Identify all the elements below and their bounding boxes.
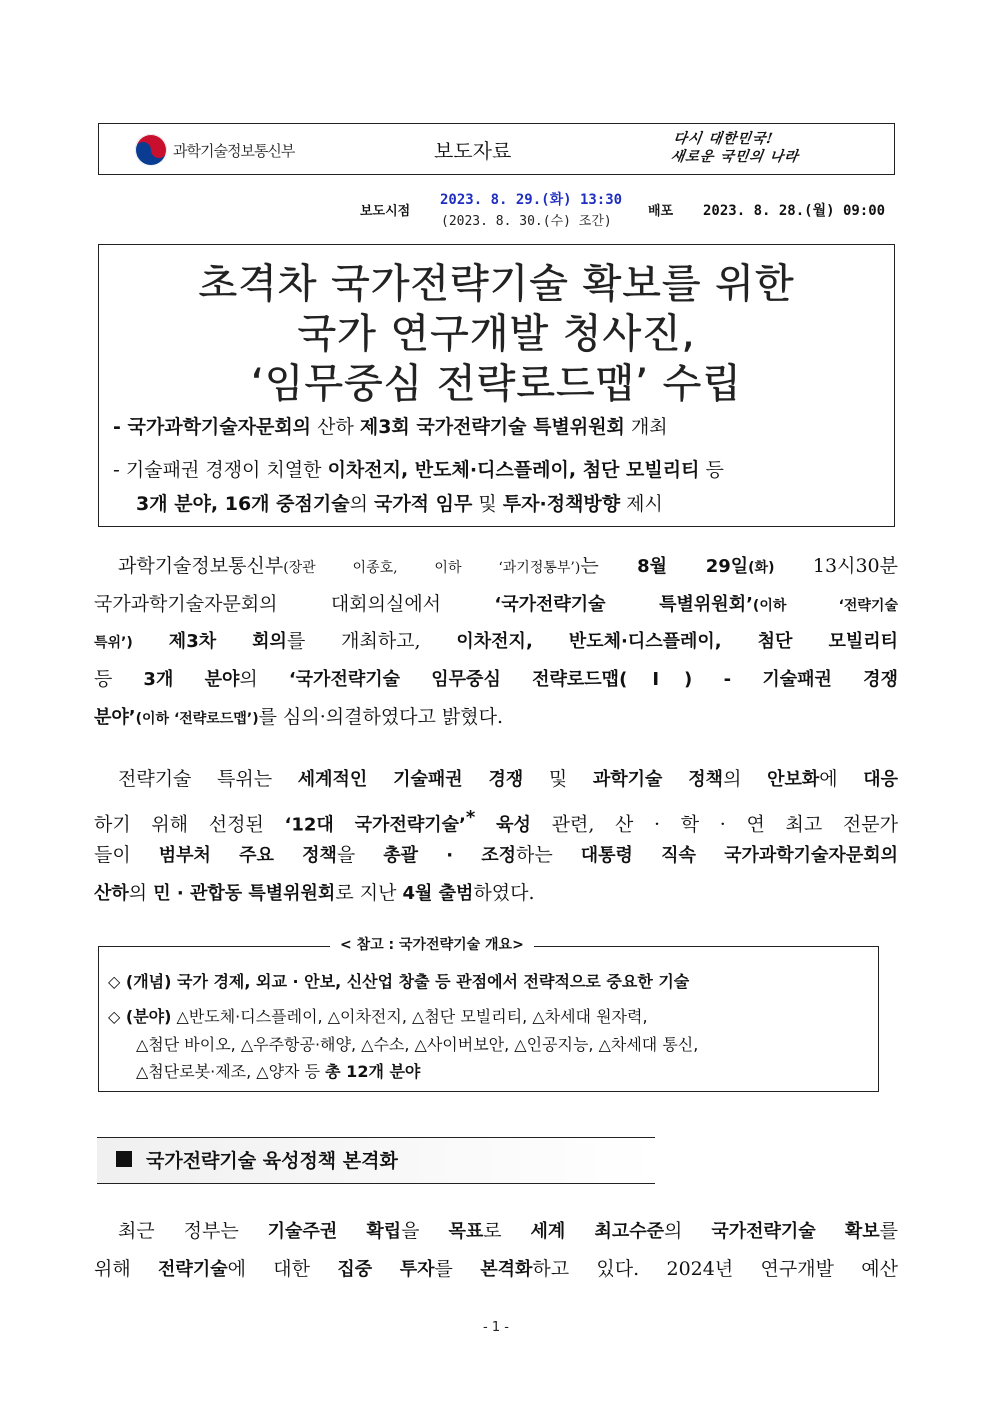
text-run: 를 개최하고, bbox=[286, 630, 457, 652]
text-run: 민 · 관합동 특별위원회 bbox=[153, 883, 336, 904]
subtitle-2-part: 이차전지, 반도체·디스플레이, 첨단 모빌리티 bbox=[327, 459, 700, 481]
section-title: 국가전략기술 육성정책 본격화 bbox=[146, 1150, 398, 1172]
release-date: 2023. 8. 29.(화) 13:30 bbox=[440, 192, 623, 208]
text-run: 전략기술 bbox=[158, 1259, 228, 1280]
paragraph-line bbox=[94, 1252, 898, 1287]
page-number: - 1 - bbox=[483, 1320, 509, 1335]
text-run: 국가과학기술자문회의 대회의실에서 bbox=[94, 593, 495, 615]
paragraph-line bbox=[94, 800, 898, 842]
text-run: 로 지난 bbox=[335, 882, 403, 904]
text-run: 과학기술정보통신부 bbox=[118, 555, 284, 577]
ministry-name: 과학기술정보통신부 bbox=[173, 142, 295, 160]
paragraph-line bbox=[94, 624, 898, 661]
subtitle-3-part: 3개 분야, 16개 중점기술 bbox=[136, 493, 350, 515]
reference-fields bbox=[108, 1003, 648, 1030]
text-run: 전략기술 특위는 bbox=[118, 768, 298, 790]
taegeuk-logo-icon bbox=[135, 134, 167, 166]
release-label: 보도시점 bbox=[360, 204, 411, 219]
text-run: 로 bbox=[483, 1220, 531, 1242]
embargo-date: (2023. 8. 30.(수) 조간) bbox=[441, 214, 612, 229]
text-run: (화) bbox=[748, 560, 775, 576]
text-run: 관련, 산 · 학 · 연 최고 전문가 bbox=[530, 813, 898, 836]
subtitle-1-part: 산하 bbox=[311, 416, 360, 438]
text-run: 목표 bbox=[448, 1221, 484, 1242]
text-run: 등 bbox=[94, 668, 144, 690]
subtitle-1-part: - 국가과학기술자문회의 bbox=[113, 416, 312, 438]
reference-fields-text: △첨단로봇·제조, △양자 등 bbox=[136, 1062, 326, 1081]
text-run: 최근 정부는 bbox=[118, 1220, 268, 1242]
text-run: 총괄 · 조정 bbox=[383, 845, 517, 866]
text-run: 과학기술 정책 bbox=[592, 769, 724, 790]
text-run: 는 bbox=[580, 555, 638, 577]
subtitle-3-part: 국가적 임무 bbox=[373, 493, 473, 515]
black-square-icon bbox=[116, 1151, 132, 1167]
subtitle-3-part: 투자·정책방향 bbox=[502, 493, 621, 515]
text-run: 제3차 회의 bbox=[132, 631, 287, 652]
subtitle-2-continued bbox=[136, 490, 663, 518]
reference-title: < 참고 : 국가전략기술 개요> bbox=[330, 934, 534, 954]
paragraph-line bbox=[94, 876, 898, 911]
text-run: 3개 분야 bbox=[143, 669, 240, 690]
text-run: 안보화 bbox=[767, 769, 820, 790]
text-run: 대통령 직속 국가과학기술자문회의 bbox=[580, 845, 898, 866]
text-run: 육성 bbox=[496, 814, 531, 836]
text-run: 국가전략기술 확보 bbox=[711, 1221, 880, 1242]
paragraph-line bbox=[118, 549, 898, 586]
text-run: 의 bbox=[239, 668, 289, 690]
text-run: 위해 bbox=[94, 1258, 159, 1280]
subtitle-1 bbox=[113, 413, 668, 441]
headline-line-1: 초격차 국가전략기술 확보를 위한 bbox=[198, 261, 795, 307]
headline-line-2: 국가 연구개발 청사진, bbox=[297, 311, 696, 357]
text-run: 의 bbox=[723, 768, 768, 790]
text-run: 13시30분 bbox=[774, 555, 898, 577]
text-run: (이하 ‘전략로드맵’) bbox=[135, 711, 259, 727]
text-run: 분야’ bbox=[94, 707, 136, 728]
reference-fields-line-3 bbox=[136, 1058, 420, 1085]
text-run: 산하 bbox=[94, 883, 129, 904]
slogan bbox=[669, 130, 864, 166]
text-run: 범부처 주요 정책 bbox=[158, 845, 337, 866]
text-run: 본격화 bbox=[480, 1259, 533, 1280]
paragraph-line bbox=[118, 1214, 898, 1249]
text-run: 집중 투자 bbox=[337, 1259, 435, 1280]
text-run: 를 bbox=[879, 1220, 898, 1242]
slogan-line-2: 새로운 국민의 나라 bbox=[669, 149, 800, 165]
paragraph-line bbox=[94, 587, 898, 624]
text-run: 4월 출범 bbox=[402, 883, 474, 904]
text-run: 들이 bbox=[94, 844, 159, 866]
text-run: 을 bbox=[336, 844, 384, 866]
text-run: 및 bbox=[523, 768, 593, 790]
paragraph-line bbox=[94, 700, 898, 737]
reference-fields-text: △반도체·디스플레이, △이차전지, △첨단 모빌리티, △차세대 원자력, bbox=[171, 1007, 648, 1026]
text-run: 를 심의·의결하였다고 밝혔다. bbox=[258, 706, 504, 728]
text-run: 세계 최고수준 bbox=[530, 1221, 665, 1242]
text-run: 의 bbox=[664, 1220, 712, 1242]
subtitle-3-part: 의 bbox=[349, 493, 374, 515]
ministry-logo bbox=[135, 132, 435, 168]
reference-fields-total: 총 12개 분야 bbox=[325, 1062, 421, 1081]
reference-concept: ◇ (개념) 국가 경제, 외교 · 안보, 신산업 창출 등 관점에서 전략적으로 중요한 기술 bbox=[108, 972, 690, 991]
text-run: 를 bbox=[434, 1258, 481, 1280]
subtitle-2-part: 등 bbox=[699, 459, 724, 481]
slogan-line-1: 다시 대한민국! bbox=[672, 131, 775, 147]
subtitle-1-part: 제3회 국가전략기술 특별위원회 bbox=[359, 416, 625, 438]
text-run: ‘국가전략기술 특별위원회’ bbox=[494, 594, 753, 615]
paragraph-line bbox=[94, 662, 898, 697]
paragraph-line bbox=[94, 838, 898, 873]
reference-fields-label: ◇ (분야) bbox=[108, 1007, 172, 1026]
text-run: ‘국가전략기술 임무중심 전략로드맵(Ⅰ) - 기술패권 경쟁 bbox=[288, 669, 898, 690]
distribution-label: 배포 bbox=[648, 204, 674, 219]
subtitle-1-part: 개최 bbox=[624, 416, 668, 438]
text-run: (이하 ‘전략기술 bbox=[752, 598, 898, 614]
subtitle-2 bbox=[113, 456, 724, 484]
distribution-date: 2023. 8. 28.(월) 09:00 bbox=[703, 203, 886, 219]
text-run: 대응 bbox=[863, 769, 898, 790]
subtitle-2-part: - 기술패권 경쟁이 치열한 bbox=[113, 459, 328, 481]
text-run: 이차전지, 반도체·디스플레이, 첨단 모빌리티 bbox=[456, 631, 899, 652]
reference-fields-line-2: △첨단 바이오, △우주항공·해양, △수소, △사이버보안, △인공지능, △차세대 통신, bbox=[136, 1035, 699, 1054]
text-run: 특위’) bbox=[94, 635, 133, 651]
text-run: 을 bbox=[401, 1220, 449, 1242]
text-run: 하는 bbox=[516, 844, 581, 866]
text-run: 에 bbox=[819, 768, 864, 790]
text-run: ‘12대 국가전략기술’ bbox=[284, 814, 466, 836]
document-type: 보도자료 bbox=[434, 139, 512, 163]
subtitle-3-part: 및 bbox=[472, 493, 503, 515]
text-run: 의 bbox=[128, 882, 154, 904]
text-run: 8월 29일 bbox=[637, 556, 749, 577]
subtitle-3-part: 제시 bbox=[620, 493, 663, 515]
text-run: (장관 이종호, 이하 ‘과기정통부’) bbox=[283, 560, 581, 576]
text-run: 하고 있다. 2024년 연구개발 예산 bbox=[532, 1258, 898, 1280]
text-run: 에 대한 bbox=[227, 1258, 338, 1280]
text-run: 기술주권 확립 bbox=[267, 1221, 402, 1242]
headline-line-3: ‘임무중심 전략로드맵’ 수립 bbox=[251, 361, 742, 407]
text-run: 세계적인 기술패권 경쟁 bbox=[297, 769, 524, 790]
text-run: 하였다. bbox=[473, 882, 535, 904]
text-run: 하기 위해 선정된 bbox=[94, 813, 285, 836]
paragraph-line bbox=[118, 762, 898, 797]
text-run: * bbox=[465, 807, 497, 828]
